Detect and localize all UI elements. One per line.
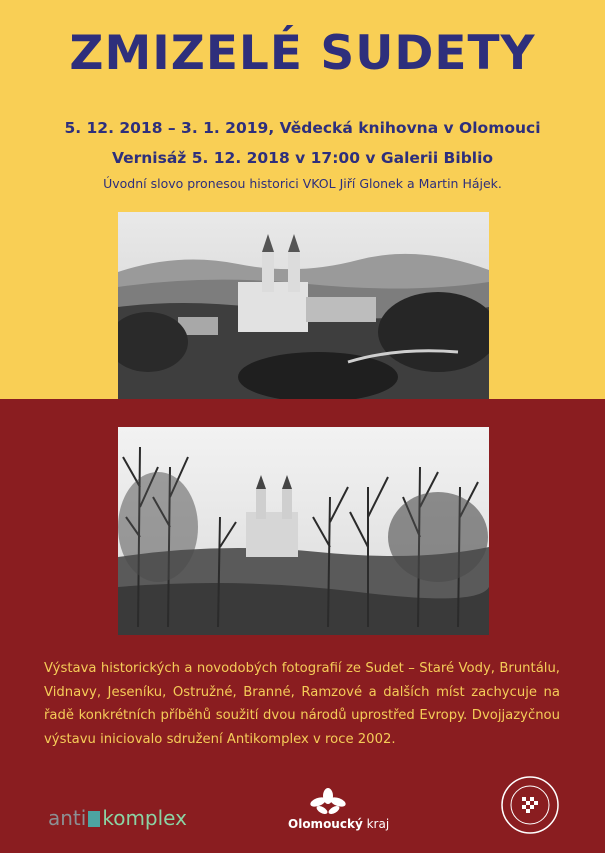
vkol-seal-logo [500,775,560,835]
intro-line: Úvodní slovo pronesou historici VKOL Jiří Glonek a Martin Hájek. [103,176,502,191]
antikomplex-logo: anti komplex [48,806,187,830]
modern-photo [118,427,489,635]
historic-photo [118,212,489,399]
flower-icon [308,788,348,816]
dates-line: 5. 12. 2018 – 3. 1. 2019, Vědecká knihovna v Olomouci [64,119,541,137]
olomoucky-kraj-logo: Olomoucký kraj [288,788,428,838]
exhibition-description: Výstava historických a novodobých fotografií ze Sudet – Staré Vody, Bruntálu, Vidnavy, Jeseníku, Ostružné, Branné, Ramzové a dalších míst zachycuje na řadě konkrétních příběhů soužití dvou národů uprostřed Evropy. Dvojjazyčnou výstavu iniciovalo sdružení Antikomplex v roce 2002. [44,661,560,747]
poster-title: ZMIZELÉ SUDETY [69,26,536,81]
vernissage-line: Vernisáž 5. 12. 2018 v 17:00 v Galerii Biblio [111,149,494,167]
